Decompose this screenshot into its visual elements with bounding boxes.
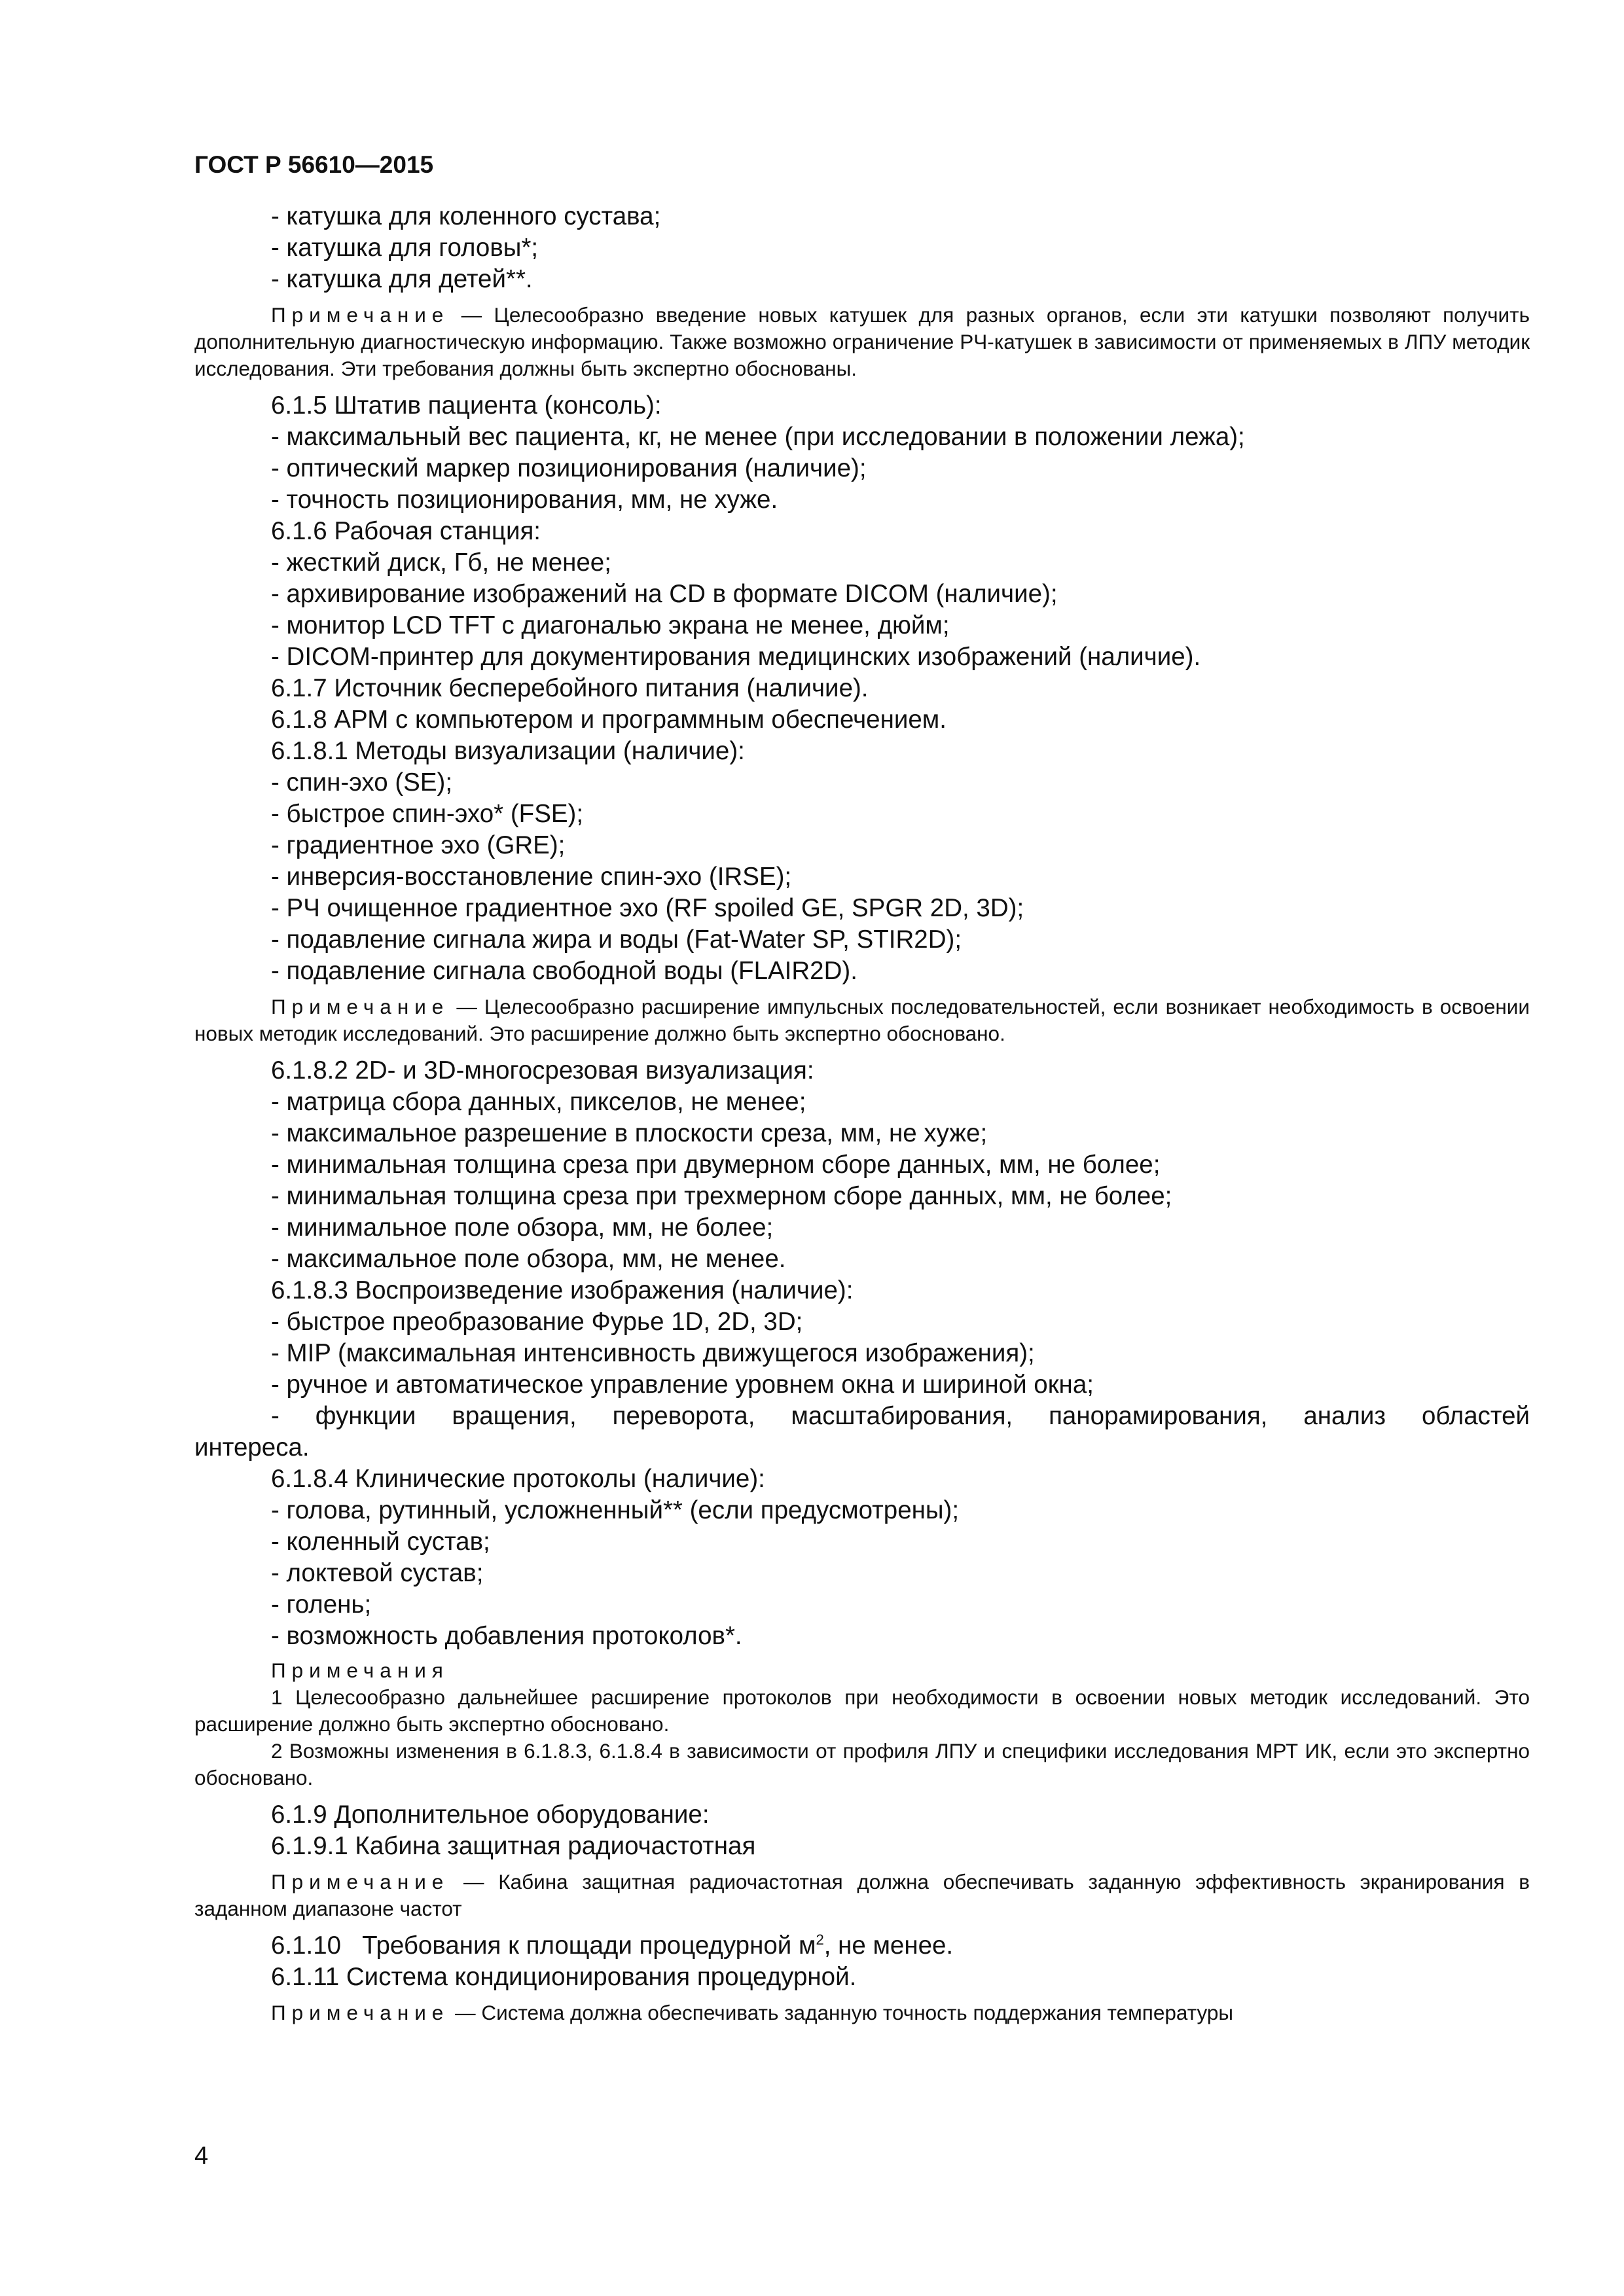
document-header: ГОСТ Р 56610—2015 xyxy=(194,151,434,178)
section-heading: 6.1.9 Дополнительное оборудование: xyxy=(271,1801,710,1829)
list-item: - архивирование изображений на CD в формате DICOM (наличие); xyxy=(271,580,1058,608)
section-heading: 6.1.8 АРМ с компьютером и программным обеспечением. xyxy=(271,706,947,734)
section-heading: 6.1.7 Источник бесперебойного питания (наличие). xyxy=(271,674,869,702)
list-item: - голень; xyxy=(271,1590,372,1619)
note-label: Примечание xyxy=(271,995,450,1018)
list-item: - подавление сигнала жира и воды (Fat-Water SP, STIR2D); xyxy=(271,925,962,954)
list-item: - функции вращения, переворота, масштабирования, панорамирования, анализ областей xyxy=(271,1402,1530,1430)
note-paragraph xyxy=(194,2000,1530,2026)
note-item: 2 Возможны изменения в 6.1.8.3, 6.1.8.4 в зависимости от профиля ЛПУ и специфики исследования МРТ ИК, если это экспертно обосновано. xyxy=(194,1739,1530,1789)
list-item: - максимальное поле обзора, мм, не менее. xyxy=(271,1245,786,1273)
section-heading: 6.1.8.1 Методы визуализации (наличие): xyxy=(271,737,745,765)
list-item: - катушка для коленного сустава; xyxy=(271,202,661,230)
list-item: - жесткий диск, Гб, не менее; xyxy=(271,548,611,577)
note-text: Система должна обеспечивать заданную точность поддержания температуры xyxy=(481,2001,1234,2024)
notes-heading xyxy=(194,1657,1530,1684)
list-item: - максимальный вес пациента, кг, не менее (при исследовании в положении лежа); xyxy=(271,423,1245,451)
list-item: - РЧ очищенное градиентное эхо (RF spoiled GE, SPGR 2D, 3D); xyxy=(271,894,1024,922)
list-item: - монитор LCD TFT с диагональю экрана не менее, дюйм; xyxy=(271,611,950,639)
list-item: - коленный сустав; xyxy=(271,1528,490,1556)
list-item: - минимальное поле обзора, мм, не более; xyxy=(271,1213,774,1242)
list-item: - спин-эхо (SE); xyxy=(271,768,453,797)
note-text: Целесообразно расширение импульсных последовательностей, если возникает необходимость в освоении новых методик исследований. Это расширение должно быть экспертно обосновано. xyxy=(194,995,1530,1045)
area-superscript: 2 xyxy=(816,1931,824,1948)
list-item: - катушка для детей**. xyxy=(271,265,533,293)
list-item: - матрица сбора данных, пикселов, не менее; xyxy=(271,1088,806,1116)
list-item-continuation: интереса. xyxy=(194,1433,310,1462)
list-item: - максимальное разрешение в плоскости среза, мм, не хуже; xyxy=(271,1119,988,1147)
list-item: - инверсия-восстановление спин-эхо (IRSE); xyxy=(271,863,792,891)
note-dash: — xyxy=(455,2001,476,2024)
note-paragraph xyxy=(194,994,1530,1047)
section-heading: 6.1.8.2 2D- и 3D-многосрезовая визуализация: xyxy=(271,1056,814,1085)
list-item: - оптический маркер позиционирования (наличие); xyxy=(271,454,867,482)
section-heading: 6.1.8.3 Воспроизведение изображения (наличие): xyxy=(271,1276,854,1304)
note-dash: — xyxy=(461,303,482,327)
section-heading: 6.1.8.4 Клинические протоколы (наличие): xyxy=(271,1465,765,1493)
list-item: - MIP (максимальная интенсивность движущегося изображения); xyxy=(271,1339,1035,1367)
note-item: 1 Целесообразно дальнейшее расширение протоколов при необходимости в освоении новых методик исследований. Это расширение должно быть экспертно обосновано. xyxy=(194,1685,1530,1736)
section-heading: 6.1.5 Штатив пациента (консоль): xyxy=(271,391,662,420)
list-item: - подавление сигнала свободной воды (FLAIR2D). xyxy=(271,957,857,985)
list-item: - DICOM-принтер для документирования медицинских изображений (наличие). xyxy=(271,643,1201,671)
note-text: Целесообразно введение новых катушек для разных органов, если эти катушки позволяют получить дополнительную диагностическую информацию. Также возможно ограничение РЧ-катушек в зависимости от применяемых в ЛПУ методик исследования. Эти требования должны быть экспертно обоснованы. xyxy=(194,303,1530,380)
note-label: Примечание xyxy=(271,303,450,327)
notes-label: Примечания xyxy=(271,1659,449,1682)
page-number: 4 xyxy=(194,2142,209,2170)
list-item: - быстрое преобразование Фурье 1D, 2D, 3D; xyxy=(271,1308,803,1336)
note-dash: — xyxy=(463,1870,484,1893)
list-item: - минимальная толщина среза при двумерном сборе данных, мм, не более; xyxy=(271,1151,1161,1179)
note-paragraph xyxy=(194,302,1530,382)
list-item: - точность позиционирования, мм, не хуже. xyxy=(271,486,778,514)
area-requirement-text: 6.1.10 Требования к площади процедурной м xyxy=(271,1931,816,1960)
list-item: - возможность добавления протоколов*. xyxy=(271,1622,742,1650)
list-item: - быстрое спин-эхо* (FSE); xyxy=(271,800,584,828)
section-heading xyxy=(194,1930,1530,1962)
list-item: - локтевой сустав; xyxy=(271,1559,484,1587)
list-item: - катушка для головы*; xyxy=(271,234,539,262)
area-requirement-tail: , не менее. xyxy=(823,1931,954,1960)
section-heading: 6.1.6 Рабочая станция: xyxy=(271,517,541,545)
note-paragraph xyxy=(194,1869,1530,1922)
note-dash: — xyxy=(456,995,477,1018)
list-item: - минимальная толщина среза при трехмерном сборе данных, мм, не более; xyxy=(271,1182,1172,1210)
document-page xyxy=(194,151,1530,2026)
list-item: - ручное и автоматическое управление уровнем окна и шириной окна; xyxy=(271,1371,1094,1399)
list-item: - голова, рутинный, усложненный** (если предусмотрены); xyxy=(271,1496,960,1524)
note-label: Примечание xyxy=(271,1870,450,1893)
section-heading: 6.1.11 Система кондиционирования процедурной. xyxy=(271,1963,857,1991)
list-item: - градиентное эхо (GRE); xyxy=(271,831,566,859)
note-text: Кабина защитная радиочастотная должна обеспечивать заданную эффективность экранирования в заданном диапазоне частот xyxy=(194,1870,1530,1920)
note-label: Примечание xyxy=(271,2001,450,2024)
section-heading: 6.1.9.1 Кабина защитная радиочастотная xyxy=(271,1832,756,1860)
